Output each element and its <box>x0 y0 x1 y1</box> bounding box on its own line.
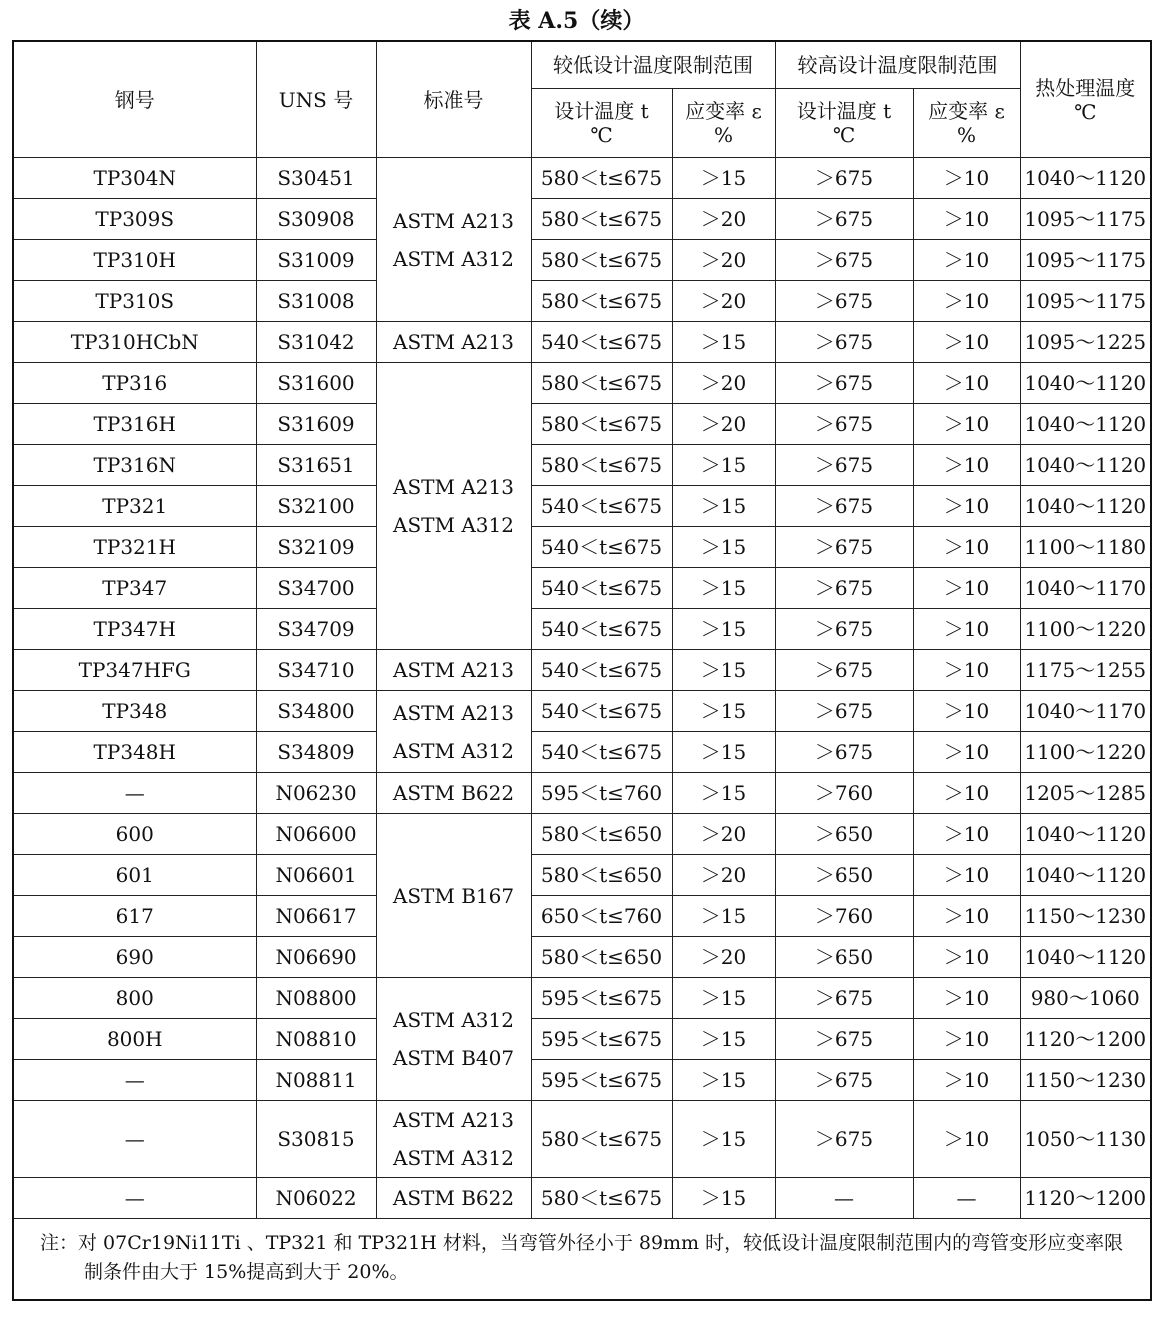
cell-heat: 1100～1220 <box>1020 609 1151 650</box>
table-row <box>13 1060 1151 1101</box>
cell-low-strain: ＞15 <box>672 773 775 814</box>
cell-low-strain: ＞15 <box>672 158 775 199</box>
cell-uns: S31009 <box>256 240 376 281</box>
cell-steel: — <box>13 1101 256 1178</box>
header-heat-line2: ℃ <box>1074 99 1097 124</box>
cell-standard <box>376 322 531 363</box>
standard-line: ASTM B622 <box>392 781 515 805</box>
cell-heat: 1120～1200 <box>1020 1019 1151 1060</box>
data-table <box>12 40 1152 1301</box>
table-row <box>13 650 1151 691</box>
header-low-strain-line1: 应变率 ε <box>685 99 762 123</box>
cell-uns: N08811 <box>256 1060 376 1101</box>
table-row <box>13 158 1151 199</box>
cell-uns: S30908 <box>256 199 376 240</box>
header-low-strain-line2: % <box>713 123 733 147</box>
header-high-temp-line2: ℃ <box>832 123 856 147</box>
cell-high-temp: ＞650 <box>775 814 913 855</box>
cell-low-temp: 540＜t≤675 <box>531 527 672 568</box>
note-text: 对 07Cr19Ni11Ti 、TP321 和 TP321H 材料，当弯管外径小于 89mm 时，较低设计温度限制范围内的弯管变形应变率限制条件由大于 15%提高到大于 20%。 <box>78 1232 1124 1283</box>
cell-high-strain: ＞10 <box>913 609 1020 650</box>
cell-low-strain: ＞15 <box>672 568 775 609</box>
cell-low-strain: ＞15 <box>672 691 775 732</box>
cell-low-temp: 595＜t≤760 <box>531 773 672 814</box>
cell-low-temp: 595＜t≤675 <box>531 1019 672 1060</box>
cell-high-strain: ＞10 <box>913 1060 1020 1101</box>
table-row <box>13 1101 1151 1178</box>
cell-heat: 1150～1230 <box>1020 1060 1151 1101</box>
cell-heat: 1095～1175 <box>1020 199 1151 240</box>
cell-uns: S31008 <box>256 281 376 322</box>
cell-heat: 1100～1220 <box>1020 732 1151 773</box>
cell-standard <box>376 691 531 773</box>
cell-steel: — <box>13 1178 256 1219</box>
cell-uns: S32100 <box>256 486 376 527</box>
cell-low-strain: ＞15 <box>672 1178 775 1219</box>
cell-low-temp: 540＜t≤675 <box>531 322 672 363</box>
cell-low-temp: 580＜t≤675 <box>531 363 672 404</box>
cell-uns: S30451 <box>256 158 376 199</box>
cell-high-temp: ＞675 <box>775 609 913 650</box>
header-high-strain <box>913 89 1020 158</box>
table-row <box>13 691 1151 732</box>
cell-standard <box>376 158 531 322</box>
cell-high-temp: ＞675 <box>775 1019 913 1060</box>
cell-steel: 800 <box>13 978 256 1019</box>
cell-steel: TP304N <box>13 158 256 199</box>
cell-low-temp: 580＜t≤650 <box>531 814 672 855</box>
cell-heat: 1120～1200 <box>1020 1178 1151 1219</box>
cell-uns: S34710 <box>256 650 376 691</box>
cell-low-strain: ＞15 <box>672 732 775 773</box>
cell-low-temp: 580＜t≤675 <box>531 445 672 486</box>
table-row <box>13 404 1151 445</box>
table-row <box>13 527 1151 568</box>
cell-low-temp: 540＜t≤675 <box>531 486 672 527</box>
cell-uns: S34809 <box>256 732 376 773</box>
standard-line: ASTM A213 <box>393 700 514 725</box>
standard-line: ASTM A312 <box>393 1146 514 1170</box>
cell-high-strain: ＞10 <box>913 158 1020 199</box>
cell-heat: 1040～1170 <box>1020 691 1151 732</box>
table-row <box>13 732 1151 773</box>
cell-high-temp: ＞760 <box>775 773 913 814</box>
cell-high-strain: ＞10 <box>913 1101 1020 1178</box>
cell-high-strain: ＞10 <box>913 199 1020 240</box>
cell-high-strain: ＞10 <box>913 773 1020 814</box>
header-steel: 钢号 <box>13 41 256 158</box>
note-body <box>40 1229 1136 1287</box>
cell-standard <box>376 1178 531 1219</box>
cell-high-temp: ＞675 <box>775 158 913 199</box>
cell-standard <box>376 363 531 650</box>
cell-high-temp: ＞650 <box>775 855 913 896</box>
cell-low-temp: 580＜t≤675 <box>531 199 672 240</box>
cell-low-strain: ＞15 <box>672 650 775 691</box>
cell-steel: TP348H <box>13 732 256 773</box>
table-row <box>13 240 1151 281</box>
cell-high-strain: ＞10 <box>913 445 1020 486</box>
cell-low-strain: ＞20 <box>672 855 775 896</box>
cell-high-temp: — <box>775 1178 913 1219</box>
cell-high-strain: ＞10 <box>913 978 1020 1019</box>
cell-steel: TP347HFG <box>13 650 256 691</box>
cell-low-strain: ＞15 <box>672 1060 775 1101</box>
table-row <box>13 445 1151 486</box>
cell-low-temp: 540＜t≤675 <box>531 609 672 650</box>
cell-low-strain: ＞15 <box>672 445 775 486</box>
cell-high-strain: ＞10 <box>913 240 1020 281</box>
cell-low-temp: 650＜t≤760 <box>531 896 672 937</box>
cell-uns: N06600 <box>256 814 376 855</box>
cell-steel: 617 <box>13 896 256 937</box>
standard-line: ASTM A312 <box>393 246 514 271</box>
cell-uns: N06022 <box>256 1178 376 1219</box>
header-high-temp-line1: 设计温度 t <box>796 99 892 123</box>
cell-heat: 1040～1120 <box>1020 158 1151 199</box>
table-row <box>13 322 1151 363</box>
cell-standard <box>376 650 531 691</box>
cell-high-strain: ＞10 <box>913 691 1020 732</box>
cell-uns: N06617 <box>256 896 376 937</box>
standard-line: ASTM B622 <box>392 1186 515 1210</box>
cell-low-temp: 540＜t≤675 <box>531 732 672 773</box>
cell-low-strain: ＞15 <box>672 486 775 527</box>
table-row <box>13 978 1151 1019</box>
cell-low-temp: 540＜t≤675 <box>531 691 672 732</box>
header-uns: UNS 号 <box>256 41 376 158</box>
cell-uns: S31600 <box>256 363 376 404</box>
cell-uns: N06601 <box>256 855 376 896</box>
cell-heat: 1040～1120 <box>1020 363 1151 404</box>
note-prefix: 注： <box>40 1232 79 1254</box>
cell-high-temp: ＞675 <box>775 404 913 445</box>
cell-heat: 1175～1255 <box>1020 650 1151 691</box>
cell-heat: 1100～1180 <box>1020 527 1151 568</box>
cell-low-strain: ＞20 <box>672 363 775 404</box>
cell-steel: TP316N <box>13 445 256 486</box>
cell-high-strain: ＞10 <box>913 363 1020 404</box>
cell-steel: 690 <box>13 937 256 978</box>
table-row <box>13 814 1151 855</box>
cell-low-temp: 580＜t≤675 <box>531 240 672 281</box>
cell-uns: S30815 <box>256 1101 376 1178</box>
cell-high-temp: ＞650 <box>775 937 913 978</box>
cell-high-strain: ＞10 <box>913 527 1020 568</box>
cell-uns: S34709 <box>256 609 376 650</box>
cell-high-temp: ＞675 <box>775 322 913 363</box>
cell-steel: 800H <box>13 1019 256 1060</box>
cell-standard <box>376 814 531 978</box>
cell-low-strain: ＞15 <box>672 1101 775 1178</box>
table-row <box>13 773 1151 814</box>
cell-uns: S31042 <box>256 322 376 363</box>
header-heat-line1: 热处理温度 <box>1035 75 1136 100</box>
header-high-range: 较高设计温度限制范围 <box>775 41 1020 89</box>
cell-low-strain: ＞15 <box>672 609 775 650</box>
cell-high-temp: ＞675 <box>775 1060 913 1101</box>
header-low-temp <box>531 89 672 158</box>
cell-heat: 1150～1230 <box>1020 896 1151 937</box>
cell-steel: TP309S <box>13 199 256 240</box>
cell-uns: S32109 <box>256 527 376 568</box>
standard-line: ASTM B167 <box>392 883 515 908</box>
table-row <box>13 363 1151 404</box>
standard-line: ASTM A312 <box>393 513 514 537</box>
cell-steel: — <box>13 773 256 814</box>
cell-heat: 1040～1170 <box>1020 568 1151 609</box>
cell-high-strain: — <box>913 1178 1020 1219</box>
table-row <box>13 1178 1151 1219</box>
cell-steel: — <box>13 1060 256 1101</box>
cell-steel: TP348 <box>13 691 256 732</box>
cell-steel: TP321H <box>13 527 256 568</box>
cell-high-temp: ＞675 <box>775 363 913 404</box>
cell-high-strain: ＞10 <box>913 568 1020 609</box>
cell-high-strain: ＞10 <box>913 732 1020 773</box>
cell-heat: 1040～1120 <box>1020 937 1151 978</box>
cell-low-temp: 580＜t≤675 <box>531 158 672 199</box>
cell-standard <box>376 773 531 814</box>
cell-heat: 1040～1120 <box>1020 445 1151 486</box>
cell-steel: 601 <box>13 855 256 896</box>
cell-uns: N06690 <box>256 937 376 978</box>
cell-high-strain: ＞10 <box>913 650 1020 691</box>
cell-high-temp: ＞675 <box>775 199 913 240</box>
header-heat-treatment <box>1020 41 1151 158</box>
cell-heat: 1205～1285 <box>1020 773 1151 814</box>
cell-high-strain: ＞10 <box>913 855 1020 896</box>
cell-steel: 600 <box>13 814 256 855</box>
cell-high-strain: ＞10 <box>913 1019 1020 1060</box>
cell-uns: S31651 <box>256 445 376 486</box>
standard-line: ASTM A213 <box>393 475 514 499</box>
cell-steel: TP310H <box>13 240 256 281</box>
header-low-temp-line1: 设计温度 t <box>554 99 649 123</box>
cell-uns: S34800 <box>256 691 376 732</box>
cell-low-strain: ＞15 <box>672 322 775 363</box>
cell-steel: TP310HCbN <box>13 322 256 363</box>
cell-heat: 1095～1175 <box>1020 240 1151 281</box>
table-row <box>13 199 1151 240</box>
cell-high-strain: ＞10 <box>913 937 1020 978</box>
cell-low-temp: 580＜t≤675 <box>531 1178 672 1219</box>
table-container <box>12 40 1150 1301</box>
cell-low-strain: ＞15 <box>672 978 775 1019</box>
cell-heat: 1095～1225 <box>1020 322 1151 363</box>
cell-high-temp: ＞675 <box>775 1101 913 1178</box>
header-low-temp-line2: ℃ <box>590 123 613 147</box>
cell-steel: TP310S <box>13 281 256 322</box>
cell-standard <box>376 1101 531 1178</box>
cell-high-temp: ＞675 <box>775 691 913 732</box>
cell-high-temp: ＞675 <box>775 650 913 691</box>
cell-high-strain: ＞10 <box>913 896 1020 937</box>
cell-low-strain: ＞20 <box>672 404 775 445</box>
cell-high-strain: ＞10 <box>913 814 1020 855</box>
standard-line: ASTM A213 <box>393 1108 514 1132</box>
cell-high-strain: ＞10 <box>913 322 1020 363</box>
standard-line: ASTM A312 <box>393 738 514 763</box>
cell-high-temp: ＞675 <box>775 527 913 568</box>
cell-low-strain: ＞15 <box>672 527 775 568</box>
cell-low-strain: ＞20 <box>672 199 775 240</box>
cell-high-temp: ＞675 <box>775 568 913 609</box>
table-row <box>13 281 1151 322</box>
cell-heat: 1040～1120 <box>1020 404 1151 445</box>
cell-low-strain: ＞20 <box>672 281 775 322</box>
header-low-range: 较低设计温度限制范围 <box>531 41 775 89</box>
cell-uns: S31609 <box>256 404 376 445</box>
cell-low-temp: 580＜t≤650 <box>531 855 672 896</box>
cell-low-temp: 580＜t≤675 <box>531 1101 672 1178</box>
standard-line: ASTM A213 <box>393 330 514 354</box>
cell-steel: TP347 <box>13 568 256 609</box>
cell-high-strain: ＞10 <box>913 404 1020 445</box>
standard-line: ASTM B407 <box>392 1046 515 1070</box>
table-row <box>13 1019 1151 1060</box>
header-high-strain-line1: 应变率 ε <box>928 99 1005 123</box>
cell-uns: N08800 <box>256 978 376 1019</box>
cell-low-strain: ＞20 <box>672 240 775 281</box>
table-row <box>13 568 1151 609</box>
cell-steel: TP321 <box>13 486 256 527</box>
table-row <box>13 896 1151 937</box>
header-high-temp <box>775 89 913 158</box>
table-title: 表 A.5（续） <box>508 8 645 34</box>
cell-high-temp: ＞675 <box>775 281 913 322</box>
cell-uns: N08810 <box>256 1019 376 1060</box>
table-row <box>13 855 1151 896</box>
cell-low-strain: ＞15 <box>672 1019 775 1060</box>
cell-steel: TP316H <box>13 404 256 445</box>
table-note <box>13 1219 1151 1301</box>
cell-heat: 1040～1120 <box>1020 486 1151 527</box>
cell-heat: 1050～1130 <box>1020 1101 1151 1178</box>
cell-low-temp: 540＜t≤675 <box>531 568 672 609</box>
cell-high-strain: ＞10 <box>913 281 1020 322</box>
cell-heat: 1040～1120 <box>1020 855 1151 896</box>
cell-low-temp: 595＜t≤675 <box>531 978 672 1019</box>
cell-high-temp: ＞675 <box>775 732 913 773</box>
standard-line: ASTM A312 <box>393 1008 514 1032</box>
cell-low-temp: 580＜t≤675 <box>531 404 672 445</box>
cell-low-temp: 580＜t≤650 <box>531 937 672 978</box>
standard-line: ASTM A213 <box>393 208 514 233</box>
cell-high-temp: ＞675 <box>775 240 913 281</box>
header-high-strain-line2: % <box>956 123 976 147</box>
cell-high-temp: ＞760 <box>775 896 913 937</box>
standard-line: ASTM A213 <box>393 658 514 682</box>
cell-low-temp: 540＜t≤675 <box>531 650 672 691</box>
table-row <box>13 937 1151 978</box>
cell-low-temp: 580＜t≤675 <box>531 281 672 322</box>
table-row <box>13 609 1151 650</box>
cell-standard <box>376 978 531 1101</box>
cell-high-temp: ＞675 <box>775 978 913 1019</box>
cell-heat: 1040～1120 <box>1020 814 1151 855</box>
cell-low-strain: ＞15 <box>672 896 775 937</box>
cell-low-strain: ＞20 <box>672 814 775 855</box>
table-body <box>13 158 1151 1219</box>
table-row <box>13 486 1151 527</box>
cell-uns: N06230 <box>256 773 376 814</box>
cell-low-temp: 595＜t≤675 <box>531 1060 672 1101</box>
cell-steel: TP347H <box>13 609 256 650</box>
header-standard: 标准号 <box>376 41 531 158</box>
cell-heat: 980～1060 <box>1020 978 1151 1019</box>
cell-high-strain: ＞10 <box>913 486 1020 527</box>
cell-low-strain: ＞20 <box>672 937 775 978</box>
cell-steel: TP316 <box>13 363 256 404</box>
cell-uns: S34700 <box>256 568 376 609</box>
cell-heat: 1095～1175 <box>1020 281 1151 322</box>
cell-high-temp: ＞675 <box>775 486 913 527</box>
header-low-strain <box>672 89 775 158</box>
cell-high-temp: ＞675 <box>775 445 913 486</box>
